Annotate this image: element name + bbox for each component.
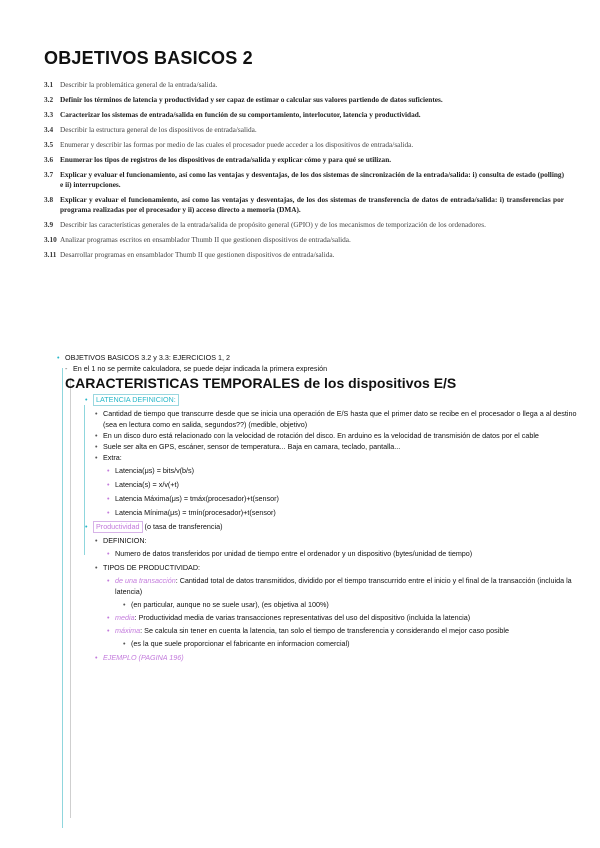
objective-item [44, 140, 564, 150]
objective-number: 3.8 [44, 195, 54, 204]
dash-icon: - [65, 364, 68, 373]
objective-number: 3.4 [44, 125, 54, 134]
bullet-icon: • [107, 480, 110, 489]
outline-item [107, 465, 577, 476]
bullet-icon: • [95, 453, 98, 462]
objective-number: 3.10 [44, 235, 57, 244]
objectives-list [44, 80, 564, 265]
productividad-label: Productividad [93, 521, 143, 533]
outline-item [57, 352, 577, 363]
bullet-icon: • [95, 563, 98, 572]
bullet-icon: • [57, 353, 60, 362]
outline-item [107, 612, 577, 623]
outline-text: En el 1 no se permite calculadora, se puede dejar indicada la primera expresión [73, 364, 328, 373]
outline-item [107, 479, 577, 490]
outline-item [85, 521, 577, 533]
objective-number: 3.7 [44, 170, 54, 179]
objective-number: 3.6 [44, 155, 54, 164]
tipo-name: máxima [115, 626, 141, 635]
outline-text: Numero de datos transferidos por unidad de tiempo entre el ordenador y un dispositivo (bytes/unidad de tiempo) [115, 549, 473, 558]
formula-text: Latencia(μs) = bits/v(b/s) [115, 466, 195, 475]
objective-text: Analizar programas escritos en ensamblador Thumb II que gestionen dispositivos de entrada/salida. [60, 235, 351, 244]
outline-item [123, 638, 577, 649]
outline-text: OBJETIVOS BASICOS 3.2 y 3.3: EJERCICIOS 1, 2 [65, 353, 230, 362]
outline-text: Suele ser alta en GPS, escáner, sensor de temperatura... Baja en camara, teclado, pantalla... [103, 442, 401, 451]
formula-text: Latencia Mínima(μs) = tmín(procesador)+t(sensor) [115, 508, 276, 517]
objective-text: Describir la estructura general de los dispositivos de entrada/salida. [60, 125, 257, 134]
objective-number: 3.2 [44, 95, 54, 104]
objective-number: 3.9 [44, 220, 54, 229]
outline-item [107, 575, 577, 597]
objective-item [44, 80, 564, 90]
formula-text: Latencia Máxima(μs) = tmáx(procesador)+t(sensor) [115, 494, 279, 503]
outline-item [107, 493, 577, 504]
objective-text: Definir los términos de latencia y productividad y ser capaz de estimar o calcular sus valores partiendo de datos suficientes. [60, 95, 443, 104]
outline-text: (es la que suele proporcionar el fabricante en informacion comercial) [131, 639, 350, 648]
bullet-icon: • [95, 409, 98, 418]
bullet-icon: • [107, 466, 110, 475]
objective-number: 3.11 [44, 250, 57, 259]
outline-item [95, 535, 577, 546]
outline-text: : Se calcula sin tener en cuenta la latencia, tan solo el tiempo de transferencia y considerando el mejor caso posible [140, 626, 509, 635]
outline-item [95, 562, 577, 573]
objective-item [44, 95, 564, 105]
section-heading: CARACTERISTICAS TEMPORALES de los dispositivos E/S [65, 375, 457, 391]
objective-number: 3.1 [44, 80, 54, 89]
outline-item [65, 363, 577, 374]
outline-text: Extra: [103, 453, 122, 462]
latencia-label: LATENCIA DEFINICION: [93, 394, 179, 406]
outline-text: Cantidad de tiempo que transcurre desde que se inicia una operación de E/S hasta que el primer dato se recibe en el procesador o llega a al destino (sea en lectura como en salida, segundos??) (medible, objetivo) [103, 409, 577, 429]
objective-text: Explicar y evaluar el funcionamiento, así como las ventajas y desventajas, de los dos sistemas de transferencia de datos de entrada/salida: i) transferencias por programa realizadas por el procesador y ii) acceso directo a memoria (DMA). [60, 195, 564, 214]
page-title: OBJETIVOS BASICOS 2 [44, 48, 253, 68]
bullet-icon: • [107, 494, 110, 503]
objective-text: Enumerar los tipos de registros de los dispositivos de entrada/salida y explicar cómo y para qué se utilizan. [60, 155, 392, 164]
outline-item [123, 599, 577, 610]
outline-item [95, 452, 577, 463]
outline-item [95, 408, 577, 430]
bullet-icon: • [123, 600, 126, 609]
objective-item [44, 220, 564, 230]
objective-text: Describir las características generales de la entrada/salida de propósito general (GPIO) y de los mecanismos de temporización de los ordenadores. [60, 220, 486, 229]
objective-item [44, 155, 564, 165]
tipo-name: media [115, 613, 135, 622]
outline-text: : Cantidad total de datos transmitidos, dividido por el tiempo transcurrido entre el inicio y el final de la transacción (incluida la latencia) [115, 576, 572, 596]
bullet-icon: • [95, 536, 98, 545]
notes-outline [57, 352, 577, 663]
objective-item [44, 250, 564, 260]
bullet-icon: • [85, 522, 88, 531]
objective-item [44, 110, 564, 120]
objective-text: Desarrollar programas en ensamblador Thumb II que gestionen dispositivos de entrada/salida. [60, 250, 335, 259]
bullet-icon: • [107, 626, 110, 635]
objective-item [44, 125, 564, 135]
objective-item [44, 235, 564, 245]
bullet-icon: • [85, 395, 88, 404]
objective-item [44, 170, 564, 190]
objective-item [44, 195, 564, 215]
bullet-icon: • [107, 549, 110, 558]
objective-number: 3.3 [44, 110, 54, 119]
outline-item [95, 652, 577, 663]
outline-item [107, 548, 577, 559]
objective-text: Explicar y evaluar el funcionamiento, así como las ventajas y desventajas, de los dos sistemas de sincronización de la entrada/salida: i) consulta de estado (polling) e ii) interrupciones. [60, 170, 564, 189]
tipo-name: de una transacción [115, 576, 176, 585]
outline-text: (en particular, aunque no se suele usar), (es objetiva al 100%) [131, 600, 329, 609]
formula-text: Latencia(s) = x/v(+t) [115, 480, 179, 489]
bullet-icon: • [95, 442, 98, 451]
objective-text: Caracterizar los sistemas de entrada/salida en función de su comportamiento, interlocutor, latencia y productividad. [60, 110, 421, 119]
bullet-icon: • [107, 508, 110, 517]
bullet-icon: • [95, 653, 98, 662]
outline-item [85, 394, 577, 406]
outline-item [95, 441, 577, 452]
outline-text: : Productividad media de varias transacciones representativas del uso del dispositivo (incluida la latencia) [134, 613, 471, 622]
outline-text: En un disco duro está relacionado con la velocidad de rotación del disco. En arduino es la velocidad de transmisión de datos por el cable [103, 431, 539, 440]
objective-number: 3.5 [44, 140, 54, 149]
bullet-icon: • [107, 576, 110, 585]
outline-text: DEFINICION: [103, 536, 147, 545]
objective-text: Enumerar y describir las formas por medio de las cuales el procesador puede acceder a los dispositivos de entrada/salida. [60, 140, 414, 149]
objective-text: Describir la problemática general de la entrada/salida. [60, 80, 218, 89]
outline-item [95, 430, 577, 441]
outline-item [107, 507, 577, 518]
bullet-icon: • [123, 639, 126, 648]
outline-text: (o tasa de transferencia) [142, 522, 223, 531]
ejemplo-link: EJEMPLO (PAGINA 196) [103, 653, 184, 662]
outline-item [107, 625, 577, 636]
bullet-icon: • [107, 613, 110, 622]
bullet-icon: • [95, 431, 98, 440]
outline-text: TIPOS DE PRODUCTIVIDAD: [103, 563, 201, 572]
